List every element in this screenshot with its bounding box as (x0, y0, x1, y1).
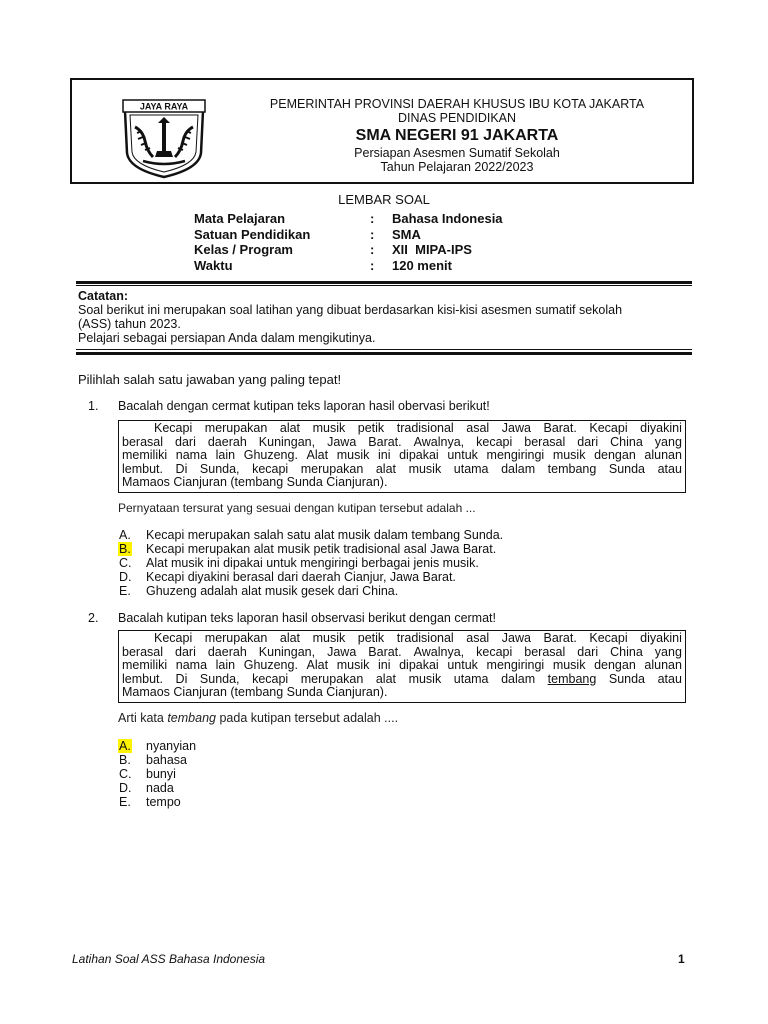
passage-word: petik (357, 421, 385, 435)
info-key: Kelas / Program (194, 242, 293, 257)
option-letter-highlighted: A. (119, 739, 131, 753)
passage-word: Sunda (608, 671, 646, 686)
passage-word: dengan (594, 448, 636, 463)
info-key: Mata Pelajaran (194, 211, 286, 226)
passage-word: kecapi (476, 434, 513, 449)
passage-word: Barat. (368, 644, 402, 659)
passage-word: Barat. (368, 434, 402, 449)
passage-word: Jawa (501, 421, 531, 435)
passage-word: yang (654, 644, 682, 659)
passage-word: Awalnya, (413, 644, 465, 659)
passage-box-2 (118, 630, 686, 703)
passage-word: Barat. (543, 631, 577, 645)
passage-word: berasal (122, 644, 163, 659)
question-2-text (118, 711, 398, 725)
info-sep: : (370, 226, 375, 242)
info-value: Bahasa Indonesia (392, 211, 503, 226)
option-letter: E. (119, 584, 131, 598)
passage-word: Alat (306, 448, 329, 463)
passage-word: kecapi (252, 671, 289, 686)
passage-word: dengan (594, 658, 636, 673)
passage-word: Di (175, 461, 188, 476)
option-text: Kecapi merupakan alat musik petik tradisional asal Jawa Barat. (146, 542, 497, 556)
passage-word: diyakini (640, 631, 682, 645)
passage-word: berasal (122, 434, 163, 449)
option-text: nyanyian (146, 739, 197, 753)
passage-word: Kecapi (154, 631, 193, 645)
passage-word: lembut. (122, 671, 163, 686)
option-letter: D. (119, 781, 132, 795)
info-value: 120 menit (392, 257, 452, 273)
passage-word: alat (375, 671, 397, 686)
passage-word: merupakan (204, 631, 268, 645)
note-line: Soal berikut ini merupakan soal latihan yang dibuat berdasarkan kisi-kisi asesmen sumatif sekolah (78, 303, 623, 317)
option-letter-highlighted: B. (119, 542, 131, 556)
passage-word: musik (408, 671, 442, 686)
passage-word: mengiringi (486, 658, 545, 673)
passage-word: nama (175, 448, 208, 463)
passage-line (122, 463, 682, 477)
header-text (237, 97, 677, 174)
passage-word: Jawa (501, 631, 531, 645)
government-line: PEMERINTAH PROVINSI DAERAH KHUSUS IBU KOTA JAKARTA (269, 97, 645, 111)
passage-word: Kecapi (154, 421, 193, 435)
passage-word: China (610, 644, 643, 659)
info-key: Satuan Pendidikan (194, 226, 311, 242)
passage-word: musik (336, 448, 370, 463)
info-value: SMA (392, 226, 421, 242)
option-letter: B. (119, 753, 131, 767)
passage-line (122, 659, 682, 673)
passage-line (122, 436, 682, 450)
passage-word: dipakai (399, 658, 439, 673)
passage-word: alat (279, 631, 301, 645)
passage-line (122, 673, 682, 687)
passage-word: yang (654, 434, 682, 449)
instruction: Pilihlah salah satu jawaban yang paling tepat! (78, 372, 342, 387)
passage-line (122, 632, 682, 646)
info-key: Waktu (194, 257, 233, 273)
divider-top (76, 281, 692, 284)
question-keyword: tembang (167, 711, 216, 725)
passage-word: dari (577, 644, 599, 659)
passage-word: tembang (547, 461, 597, 476)
passage-word: dari (175, 434, 196, 449)
passage-word: musik (312, 421, 346, 435)
passage-word: dari (175, 644, 196, 659)
passage-word: ini (377, 448, 391, 463)
question-1-text: Pernyataan tersurat yang sesuai dengan kutipan tersebut adalah ... (118, 501, 476, 515)
option-text: bunyi (146, 767, 176, 781)
passage-word: dari (577, 434, 599, 449)
question-prompt: Bacalah kutipan teks laporan hasil observasi berikut dengan cermat! (118, 611, 496, 625)
question-text-pre: Arti kata (118, 711, 168, 725)
passage-word: dipakai (399, 448, 439, 463)
passage-word: Kecapi (589, 631, 628, 645)
passage-word: musik (552, 658, 586, 673)
passage-word: tradisional (396, 631, 454, 645)
passage-word: musik (312, 631, 346, 645)
school-name: SMA NEGERI 91 JAKARTA (355, 127, 559, 144)
jaya-raya-logo (121, 97, 207, 179)
passage-word: untuk (447, 448, 478, 463)
passage-word: berasal (524, 434, 566, 449)
passage-line (122, 449, 682, 463)
info-sep: : (370, 211, 375, 226)
passage-word: Sunda (608, 461, 646, 476)
question-number: 2. (88, 611, 99, 625)
divider-bottom-thin (76, 349, 692, 350)
passage-word: dalam (501, 461, 536, 476)
passage-word: Jawa (327, 434, 357, 449)
passage-word: Kuningan, (258, 434, 316, 449)
passage-word: mengiringi (486, 448, 545, 463)
passage-word: nama (175, 658, 208, 673)
note-line: Pelajari sebagai persiapan Anda dalam mengikutinya. (78, 331, 376, 345)
logo-motto: JAYA RAYA (139, 101, 189, 112)
option-text: Ghuzeng adalah alat musik gesek dari China. (146, 584, 399, 598)
passage-word: Di (175, 671, 188, 686)
option-letter: A. (119, 528, 131, 542)
passage-word: China (610, 434, 643, 449)
passage-word: Ghuzeng. (243, 658, 298, 673)
option-text: Alat musik ini dipakai untuk mengiringi berbagai jenis musik. (146, 556, 479, 570)
question-number: 1. (88, 399, 99, 413)
assessment-line: Persiapan Asesmen Sumatif Sekolah (354, 146, 560, 160)
passage-word: merupakan (300, 461, 364, 476)
passage-word: untuk (447, 658, 478, 673)
passage-word: petik (357, 631, 385, 645)
passage-word: daerah (207, 644, 247, 659)
info-sep: : (370, 242, 375, 257)
option-letter: C. (119, 556, 132, 570)
passage-word: Sunda, (199, 671, 240, 686)
passage-word: musik (336, 658, 370, 673)
passage-line (122, 422, 682, 436)
info-sep: : (370, 257, 375, 273)
passage-word: lembut. (122, 461, 163, 476)
passage-word: diyakini (640, 421, 682, 435)
passage-word: lain (215, 658, 236, 673)
school-year-line: Tahun Pelajaran 2022/2023 (380, 160, 534, 174)
passage-word: asal (466, 631, 490, 645)
passage-line: Mamaos Cianjuran (tembang Sunda Cianjuran). (122, 685, 388, 700)
passage-line (122, 646, 682, 660)
passage-word: memiliki (122, 448, 168, 463)
department-line: DINAS PENDIDIKAN (397, 111, 517, 125)
passage-word: Sunda, (199, 461, 240, 476)
option-text: nada (146, 781, 174, 795)
passage-word: alunan (644, 448, 682, 463)
option-letter: E. (119, 795, 131, 809)
passage-word: atau (657, 461, 682, 476)
passage-word: alat (375, 461, 397, 476)
info-value: XII MIPA-IPS (392, 242, 472, 257)
question-text-post: pada kutipan tersebut adalah .... (215, 711, 399, 725)
option-letter: C. (119, 767, 132, 781)
passage-word: merupakan (204, 421, 268, 435)
passage-word: alat (279, 421, 301, 435)
passage-word: alunan (644, 658, 682, 673)
option-text: Kecapi diyakini berasal dari daerah Cianjur, Jawa Barat. (146, 570, 456, 584)
passage-word: asal (466, 421, 490, 435)
passage-word: kecapi (476, 644, 513, 659)
passage-word: berasal (524, 644, 566, 659)
passage-word: lain (215, 448, 236, 463)
passage-box-1 (118, 420, 686, 493)
passage-word: Kecapi (589, 421, 628, 435)
passage-word: musik (552, 448, 586, 463)
divider-top-thin (76, 285, 692, 286)
note-title: Catatan: (78, 289, 129, 303)
passage-word: Barat. (543, 421, 577, 435)
option-text: bahasa (146, 753, 188, 767)
passage-word: atau (657, 671, 682, 686)
note-section (78, 289, 692, 345)
sheet-title: LEMBAR SOAL (338, 192, 430, 207)
passage-word: tradisional (396, 421, 454, 435)
passage-word: Jawa (327, 644, 357, 659)
passage-line: Mamaos Cianjuran (tembang Sunda Cianjuran). (122, 475, 388, 490)
option-text: tempo (146, 795, 181, 809)
page-number: 1 (678, 952, 685, 966)
option-letter: D. (119, 570, 132, 584)
passage-word: tembang (547, 671, 597, 686)
option-text: Kecapi merupakan salah satu alat musik dalam tembang Sunda. (146, 528, 504, 542)
passage-word: Ghuzeng. (243, 448, 298, 463)
note-line: (ASS) tahun 2023. (78, 317, 181, 331)
passage-word: Awalnya, (413, 434, 465, 449)
passage-word: dalam (501, 671, 536, 686)
passage-word: musik (408, 461, 442, 476)
passage-word: merupakan (300, 671, 364, 686)
passage-word: ini (377, 658, 391, 673)
divider-bottom (76, 352, 692, 355)
passage-word: memiliki (122, 658, 168, 673)
passage-word: utama (453, 461, 489, 476)
passage-word: Kuningan, (258, 644, 316, 659)
header-box (70, 78, 694, 184)
passage-word: kecapi (252, 461, 289, 476)
question-prompt: Bacalah dengan cermat kutipan teks laporan hasil obervasi berikut! (118, 399, 490, 413)
passage-word: utama (453, 671, 489, 686)
passage-word: daerah (207, 434, 247, 449)
passage-word: Alat (306, 658, 329, 673)
footer-title: Latihan Soal ASS Bahasa Indonesia (72, 952, 266, 966)
